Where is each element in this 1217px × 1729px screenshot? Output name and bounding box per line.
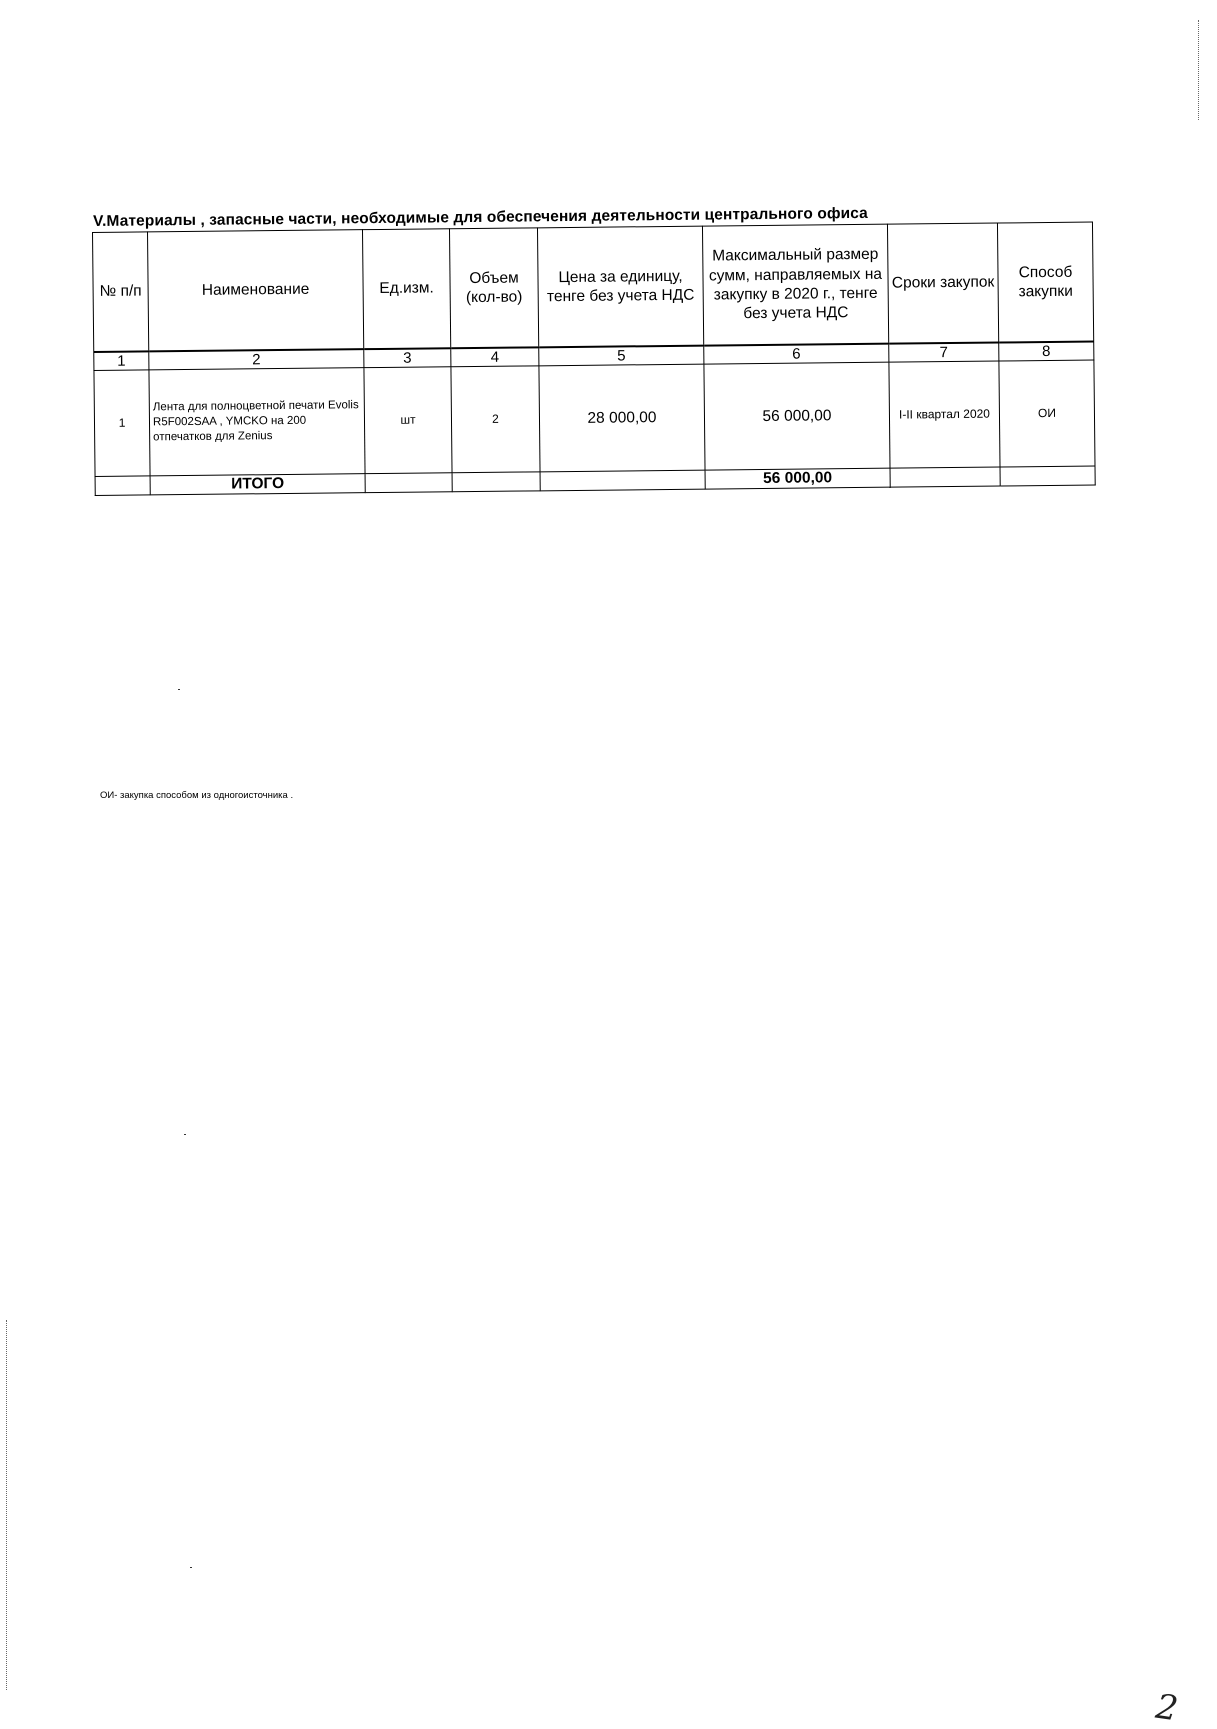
row-name-cell: Лента для полноцветной печати Evolis R5F002SAA , YMCKO на 200 отпечатков для Zenius bbox=[149, 368, 365, 476]
scan-edge-mark bbox=[1198, 20, 1202, 120]
header-cell-max-amount: Максимальный размер сумм, направляемых на закупку в 2020 г., тенге без учета НДС bbox=[702, 224, 888, 345]
header-cell-period: Сроки закупок bbox=[887, 223, 998, 344]
header-cell-qty: Объем (кол-во) bbox=[449, 228, 538, 348]
column-number: 1 bbox=[94, 351, 149, 370]
header-cell-no: № п/п bbox=[93, 232, 149, 352]
total-amount: 56 000,00 bbox=[705, 468, 890, 489]
row-no-cell: 1 bbox=[94, 370, 150, 477]
header-cell-unit: Ед.изм. bbox=[362, 229, 450, 349]
column-number: 7 bbox=[889, 343, 999, 363]
section-title: V.Материалы , запасные части, необходимые для обеспечения деятельности центрального офиса bbox=[93, 204, 868, 230]
column-number: 5 bbox=[539, 346, 704, 366]
total-empty-cell bbox=[365, 473, 452, 493]
scan-speck bbox=[178, 689, 180, 690]
total-label: ИТОГО bbox=[150, 474, 365, 495]
row-unit-price-cell: 28 000,00 bbox=[539, 364, 705, 472]
header-row bbox=[93, 222, 1094, 352]
column-number: 2 bbox=[149, 349, 364, 370]
footnote: ОИ- закупка способом из одногоисточника . bbox=[100, 790, 294, 801]
handwritten-page-number: 2 bbox=[1153, 1686, 1181, 1729]
procurement-table bbox=[92, 222, 1096, 496]
table-row bbox=[94, 360, 1095, 476]
column-number: 4 bbox=[451, 347, 539, 366]
header-cell-method: Способ закупки bbox=[997, 222, 1093, 342]
total-empty-cell bbox=[452, 472, 540, 492]
column-number: 3 bbox=[364, 348, 451, 367]
scan-edge-mark bbox=[6, 1320, 10, 1690]
header-cell-name: Наименование bbox=[148, 230, 364, 352]
row-max-amount-cell: 56 000,00 bbox=[704, 362, 890, 470]
row-unit-cell: шт bbox=[364, 367, 452, 474]
total-empty-cell bbox=[540, 470, 705, 491]
total-empty-cell bbox=[95, 476, 150, 496]
total-empty-cell bbox=[1000, 466, 1095, 486]
total-empty-cell bbox=[890, 467, 1000, 487]
scan-speck bbox=[190, 1567, 192, 1568]
scan-speck bbox=[184, 1134, 186, 1135]
row-method-cell: ОИ bbox=[999, 360, 1095, 467]
column-number: 8 bbox=[999, 342, 1094, 361]
row-qty-cell: 2 bbox=[451, 366, 540, 473]
row-period-cell: I-II квартал 2020 bbox=[889, 361, 1000, 468]
column-number: 6 bbox=[704, 344, 889, 364]
header-cell-unit-price: Цена за единицу, тенге без учета НДС bbox=[537, 226, 703, 347]
procurement-table-wrap bbox=[92, 222, 1095, 496]
